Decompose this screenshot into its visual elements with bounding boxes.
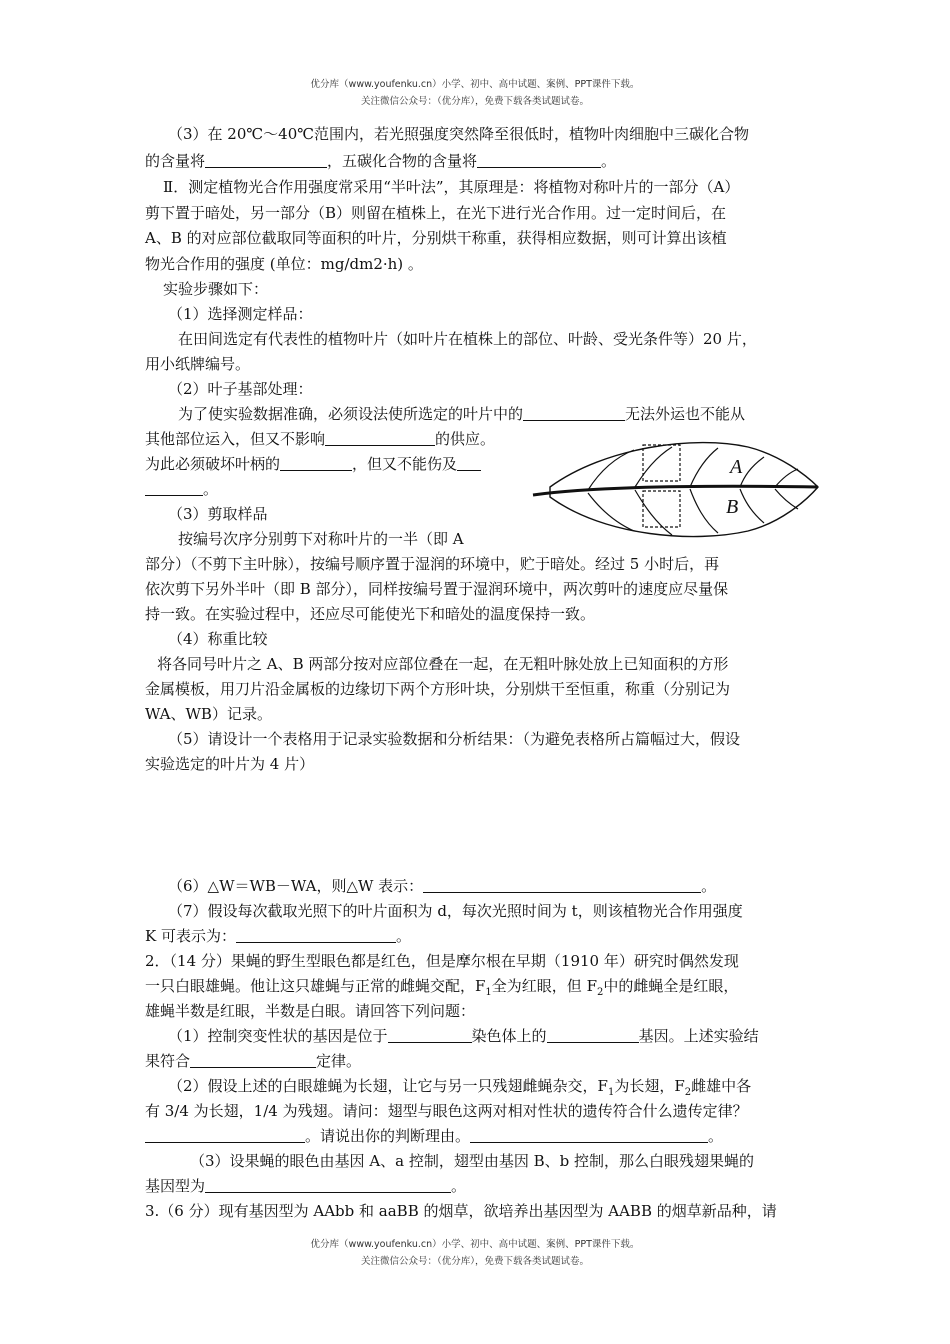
answer-blank xyxy=(523,405,625,421)
text-line: 在田间选定有代表性的植物叶片（如叶片在植株上的部位、叶龄、受光条件等）20 片， xyxy=(178,330,757,348)
answer-blank xyxy=(547,1027,639,1043)
text-line: A、B 的对应部位截取同等面积的叶片，分别烘干称重，获得相应数据，则可计算出该植 xyxy=(145,229,727,247)
text: K 可表示为： xyxy=(145,927,236,945)
answer-blank xyxy=(457,455,481,471)
header-line-1: 优分库（www.youfenku.cn）小学、初中、高中试题、案例、PPT课件下载。 xyxy=(310,79,640,90)
text-line: 剪下置于暗处，另一部分（B）则留在植株上，在光下进行光合作用。过一定时间后，在 xyxy=(145,204,727,222)
text: 全为红眼，但 F xyxy=(491,977,597,995)
text: （2）假设上述的白眼雄蝇为长翅，让它与另一只残翅雌蝇杂交，F xyxy=(168,1077,608,1095)
text-line xyxy=(145,1051,361,1071)
text-line: WA、WB）记录。 xyxy=(145,705,272,723)
text: 果符合 xyxy=(145,1052,191,1070)
text: 。 xyxy=(395,927,411,945)
text-line: 部分）（不剪下主叶脉），按编号顺序置于湿润的环境中，贮于暗处。经过 5 小时后，再 xyxy=(145,555,720,573)
text: 为此必须破坏叶柄的 xyxy=(145,455,281,473)
text: ，五碳化合物的含量将 xyxy=(327,152,478,170)
text-line: 实验步骤如下： xyxy=(163,280,269,298)
answer-blank xyxy=(470,1127,708,1143)
sample-square-b xyxy=(643,491,680,527)
answer-blank xyxy=(423,877,701,893)
text-line xyxy=(145,1176,466,1196)
text-line xyxy=(168,1076,751,1096)
text: 定律。 xyxy=(316,1052,362,1070)
text-line: 依次剪下另外半叶（即 B 部分），同样按编号置于湿润环境中，两次剪叶的速度应尽量保 xyxy=(145,580,729,598)
text: 中的雌蝇全是红眼， xyxy=(603,977,739,995)
text: 。 xyxy=(451,1177,467,1195)
text: ，但又不能伤及 xyxy=(352,455,458,473)
text-line xyxy=(178,404,745,424)
text-line: （4）称重比较 xyxy=(168,630,268,648)
text-line xyxy=(145,151,616,171)
leaf-veins xyxy=(588,447,798,535)
text-line: （3）剪取样品 xyxy=(168,505,268,523)
text: 为长翅，F xyxy=(614,1077,685,1095)
text: 。 xyxy=(708,1127,724,1145)
text-line xyxy=(168,1026,759,1046)
text-line: Ⅱ．测定植物光合作用强度常采用“半叶法”，其原理是：将植物对称叶片的一部分（A） xyxy=(163,178,740,196)
answer-blank xyxy=(325,430,435,446)
answer-blank xyxy=(280,455,352,471)
text: 无法外运也不能从 xyxy=(625,405,746,423)
text-line: （2）叶子基部处理： xyxy=(168,380,313,398)
text-line xyxy=(145,1126,723,1146)
text-line: 将各同号叶片之 A、B 两部分按对应部位叠在一起，在无粗叶脉处放上已知面积的方形 xyxy=(157,655,729,673)
leaf-figure xyxy=(530,437,822,545)
text-line: 3.（6 分）现有基因型为 AAbb 和 aaBB 的烟草，欲培养出基因型为 AABB 的烟草新品种，请 xyxy=(145,1202,777,1220)
text: 的含量将 xyxy=(145,152,206,170)
text-line xyxy=(145,976,738,996)
text-line xyxy=(145,926,411,946)
answer-blank xyxy=(190,1052,316,1068)
subscript: 1 xyxy=(485,987,492,998)
text-line xyxy=(145,454,481,474)
subscript: 2 xyxy=(596,987,604,998)
text: 基因。上述实验结 xyxy=(638,1027,759,1045)
text: 为了使实验数据准确，必须设法使所选定的叶片中的 xyxy=(178,405,524,423)
text: 染色体上的 xyxy=(471,1027,547,1045)
text-line: （3）在 20℃～40℃范围内，若光照强度突然降至很低时，植物叶肉细胞中三碳化合物 xyxy=(168,125,750,143)
footer-line-2: 关注微信公众号：（优分库），免费下载各类试题试卷。 xyxy=(360,1256,589,1267)
footer-line-1: 优分库（www.youfenku.cn）小学、初中、高中试题、案例、PPT课件下载。 xyxy=(310,1239,640,1250)
text: 。 xyxy=(701,877,717,895)
answer-blank xyxy=(236,927,396,943)
sample-square-a xyxy=(643,445,680,481)
text-line: （5）请设计一个表格用于记录实验数据和分析结果：（为避免表格所占篇幅过大，假设 xyxy=(168,730,741,748)
text: 。请说出你的判断理由。 xyxy=(305,1127,471,1145)
leaf-label-b: B xyxy=(726,496,739,518)
answer-blank xyxy=(145,480,203,496)
text-line: 按编号次序分别剪下对称叶片的一半（即 A xyxy=(178,530,464,548)
answer-blank xyxy=(205,152,327,168)
text-line: 有 3/4 为长翅，1/4 为残翅。请问：翅型与眼色这两对相对性状的遗传符合什么遗传定律？ xyxy=(145,1102,748,1120)
text: （1）控制突变性状的基因是位于 xyxy=(168,1027,388,1045)
answer-blank xyxy=(205,1177,451,1193)
answer-blank xyxy=(145,1127,305,1143)
text-line: 金属模板，用刀片沿金属板的边缘切下两个方形叶块，分别烘干至恒重，称重（分别记为 xyxy=(145,680,731,698)
text: 一只白眼雄蝇。他让这只雄蝇与正常的雌蝇交配，F xyxy=(145,977,486,995)
answer-blank xyxy=(388,1027,472,1043)
text-line: 物光合作用的强度 (单位：mg/dm2·h) 。 xyxy=(145,255,423,273)
text: 。 xyxy=(601,152,617,170)
text-line: 持一致。在实验过程中，还应尽可能使光下和暗处的温度保持一致。 xyxy=(145,605,596,623)
text-line: （1）选择测定样品： xyxy=(168,305,313,323)
subscript: 1 xyxy=(607,1087,615,1098)
text: 的供应。 xyxy=(435,430,496,448)
text: 基因型为 xyxy=(145,1177,206,1195)
text-line xyxy=(145,429,495,449)
text-line: 实验选定的叶片为 4 片） xyxy=(145,755,315,773)
subscript: 2 xyxy=(684,1087,692,1098)
text-line: 2．（14 分）果蝇的野生型眼色都是红色，但是摩尔根在早期（1910 年）研究时偶然发现 xyxy=(145,952,739,970)
text-line xyxy=(168,876,716,896)
leaf-label-a: A xyxy=(730,456,743,478)
text-line: 用小纸牌编号。 xyxy=(145,355,251,373)
answer-blank xyxy=(477,152,601,168)
text-line: （3）设果蝇的眼色由基因 A、a 控制，翅型由基因 B、b 控制，那么白眼残翅果蝇的 xyxy=(190,1152,755,1170)
text-line: 雄蝇半数是红眼，半数是白眼。请回答下列问题： xyxy=(145,1002,476,1020)
text: 。 xyxy=(203,480,219,498)
text: 其他部位运入，但又不影响 xyxy=(145,430,326,448)
text-line: （7）假设每次截取光照下的叶片面积为 d，每次光照时间为 t，则该植物光合作用强度 xyxy=(168,902,743,920)
text: （6）△W＝WB－WA，则△W 表示： xyxy=(168,877,424,895)
header-line-2: 关注微信公众号：（优分库），免费下载各类试题试卷。 xyxy=(360,96,589,107)
text: 雌雄中各 xyxy=(691,1077,752,1095)
text-line xyxy=(145,479,218,499)
